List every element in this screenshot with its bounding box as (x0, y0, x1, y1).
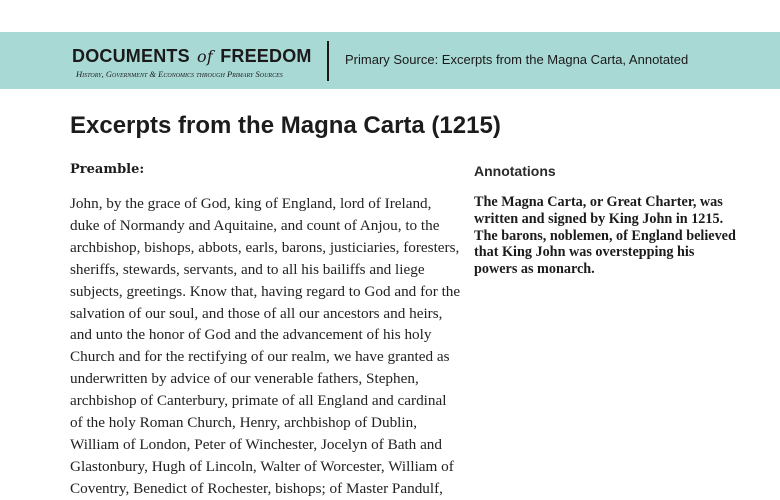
site-header-banner (0, 32, 780, 89)
preamble-heading: Preamble: (70, 162, 145, 177)
site-logo-title (72, 46, 324, 67)
annotation-text: The Magna Carta, or Great Charter, was written and signed by King John in 1215. The barons, noblemen, of England believed that King John was overstepping his powers as monarch. (474, 194, 736, 278)
site-logo-word-of: of (197, 47, 213, 66)
site-logo-word-freedom: FREEDOM (220, 46, 312, 66)
page-title: Excerpts from the Magna Carta (1215) (70, 112, 501, 139)
annotations-heading: Annotations (474, 163, 556, 179)
site-logo-word-documents: DOCUMENTS (72, 46, 190, 66)
preamble-text: John, by the grace of God, king of England, lord of Ireland, duke of Normandy and Aquitaine, and count of Anjou, to the archbishop, bishops, abbots, earls, barons, justiciaries, foresters, sheriffs, stewards, servants, and to all his bailiffs and liege subjects, greetings. Know that, having regard to God and for the salvation of our soul, and those of all our ancestors and heirs, and unto the honor of God and the advancement of his holy Church and for the rectifying of our realm, we have granted as underwritten by advice of our venerable fathers, Stephen, archbishop of Canterbury, primate of all England and cardinal of the holy Roman Church, Henry, archbishop of Dublin, William of London, Peter of Winchester, Jocelyn of Bath and Glastonbury, Hugh of Lincoln, Walter of Worcester, William of Coventry, Benedict of Rochester, bishops; of Master Pandulf, (70, 195, 461, 497)
header-subtitle: Primary Source: Excerpts from the Magna Carta, Annotated (345, 52, 689, 67)
header-divider (327, 41, 329, 81)
site-logo[interactable] (72, 46, 324, 79)
site-tagline: History, Government & Economics through Primary Sources (76, 69, 283, 79)
